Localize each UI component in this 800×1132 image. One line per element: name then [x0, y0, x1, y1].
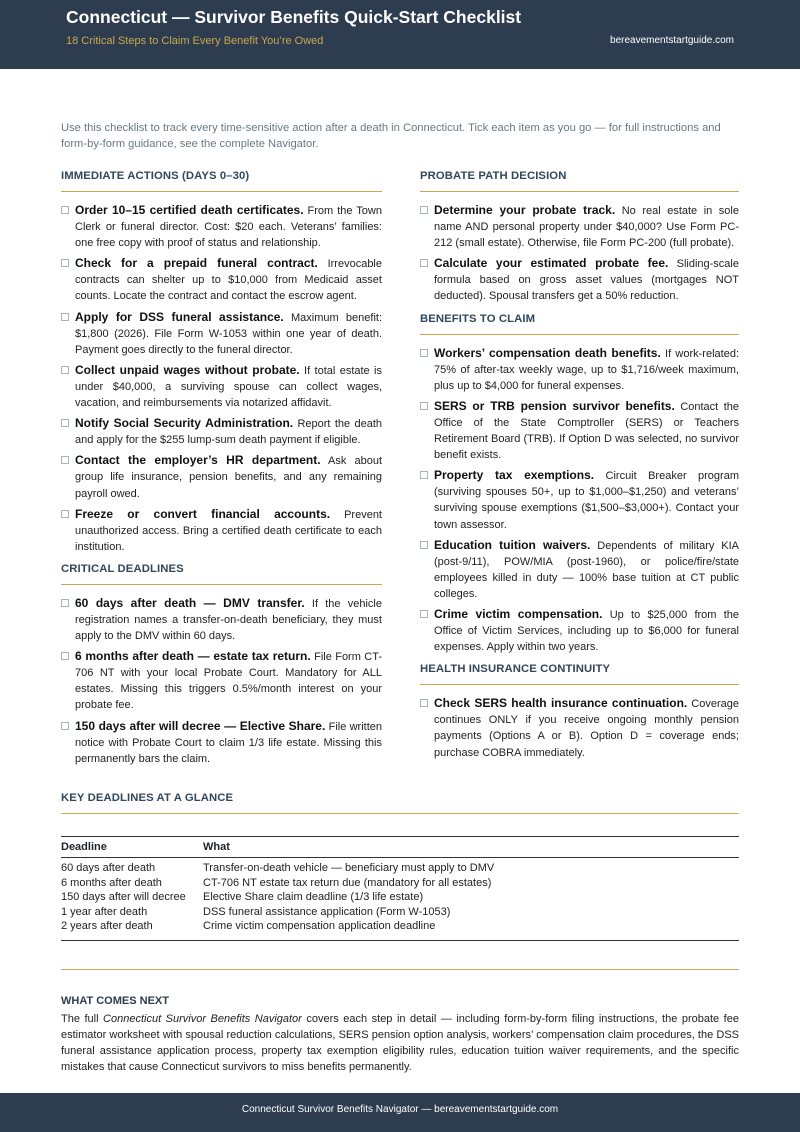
table-row — [61, 890, 739, 905]
section-title-deadlines: CRITICAL DEADLINES — [61, 563, 382, 585]
table-header-row — [61, 837, 739, 858]
item-title: Apply for DSS funeral assistance. — [75, 309, 284, 324]
section-title-health: HEALTH INSURANCE CONTINUITY — [420, 663, 739, 685]
item-title: Order 10–15 certified death certificates. — [75, 203, 304, 217]
what-cell: DSS funeral assistance application (Form W-1053) — [203, 905, 451, 918]
checkbox[interactable] — [420, 699, 428, 707]
checklist-item — [61, 202, 382, 251]
table-row — [61, 858, 739, 876]
item-text: If work-related: 75% of after-tax weekly wage, up to $1,716/week maximum, plus up to $4,000 for funeral expenses. — [434, 347, 739, 392]
item-text: No real estate in sole name AND personal property under $40,000? Use Form PC-212 (small estate). Otherwise, file Form PC-200 (full probate). — [434, 205, 739, 250]
deadline-cell: 1 year after death — [61, 905, 148, 918]
checkbox[interactable] — [61, 722, 69, 730]
checklist-item — [420, 606, 739, 655]
checklist-health — [420, 695, 739, 760]
item-text: Circuit Breaker program (surviving spouses 50+, up to $1,000–$1,250) and veterans’ surviving spouse exemptions ($1,500–$3,000+). Contact your town assessor. — [434, 470, 739, 531]
item-text: File written notice with Probate Court to claim 1/3 life estate. Missing this permanently bars the claim. — [75, 720, 382, 765]
checklist-item — [61, 595, 382, 644]
checkbox[interactable] — [420, 349, 428, 357]
checklist-item — [420, 695, 739, 760]
checkbox[interactable] — [61, 259, 69, 267]
checkbox[interactable] — [420, 471, 428, 479]
intro-text: Use this checklist to track every time-sensitive action after a death in Connecticut. Tick each item as you go — for full instructions and form-by-form guidance, see the complete Navigator. — [61, 122, 721, 150]
section-title-immediate: IMMEDIATE ACTIONS (DAYS 0–30) — [61, 170, 382, 192]
checkbox[interactable] — [61, 652, 69, 660]
deadlines-glance — [61, 792, 739, 941]
checklist-immediate — [61, 202, 382, 555]
item-title: Collect unpaid wages without probate. — [75, 362, 300, 377]
checklist-item — [420, 345, 739, 394]
checkbox[interactable] — [61, 313, 69, 321]
page-header — [0, 0, 800, 69]
checkbox[interactable] — [61, 510, 69, 518]
deadline-cell: 150 days after will decree — [61, 891, 186, 904]
item-text: From the Town Clerk or funeral director. Cost: $20 each. Veterans’ families: one free copy with proof of status and relationship. — [75, 205, 382, 250]
navigator-title: Connecticut Survivor Benefits Navigator — [103, 1013, 302, 1025]
what-comes-next — [61, 995, 739, 1075]
what-cell: CT-706 NT estate tax return due (mandatory for all estates) — [203, 876, 492, 889]
checkbox[interactable] — [420, 402, 428, 410]
checklist-probate — [420, 202, 739, 305]
site-url: bereavementstartguide.com — [610, 35, 734, 46]
checkbox[interactable] — [420, 610, 428, 618]
item-text: File Form CT-706 NT with your local Probate Court. Mandatory for ALL estates. Missing this triggers 0.5%/month interest on your probate fee. — [75, 651, 382, 712]
item-text: Contact the Office of the State Comptroller (SERS) or Teachers Retirement Board (TRB). If Option D was selected, no survivor benefit exists. — [434, 400, 739, 462]
checkbox[interactable] — [420, 541, 428, 549]
right-column — [420, 170, 739, 769]
table-row — [61, 919, 739, 940]
checklist-deadlines — [61, 595, 382, 767]
column-header-what: What — [203, 837, 739, 858]
item-title: Property tax exemptions. — [434, 468, 595, 483]
item-title: 60 days after death — DMV transfer. — [75, 595, 305, 610]
section-title-benefits: BENEFITS TO CLAIM — [420, 313, 739, 335]
item-text: Coverage continues ONLY if you receive ongoing monthly pension payments (Options A or B). Option D = coverage ends; purchase COBRA immediately. — [434, 698, 739, 759]
checkbox[interactable] — [61, 206, 69, 214]
item-title: Notify Social Security Administration. — [75, 416, 294, 431]
deadline-cell: 60 days after death — [61, 862, 156, 874]
checklist-item — [420, 255, 739, 304]
item-text: If the vehicle registration names a transfer-on-death beneficiary, they must apply to the DMV within 60 days. — [75, 597, 382, 643]
item-title: Contact the employer’s HR department. — [75, 453, 321, 468]
checkbox[interactable] — [61, 599, 69, 607]
divider — [61, 969, 739, 970]
item-title: Workers’ compensation death benefits. — [434, 345, 661, 360]
item-title: SERS or TRB pension survivor benefits. — [434, 398, 675, 413]
checklist-item — [61, 309, 382, 358]
next-lead: The full — [61, 1013, 104, 1025]
item-text: Sliding-scale formula based on gross asset values (mortgages NOT deducted). Spousal transfers get a 50% reduction. — [434, 258, 739, 303]
page-title: Connecticut — Survivor Benefits Quick-Start Checklist — [66, 7, 522, 27]
checklist-item — [420, 202, 739, 251]
checklist-item — [61, 648, 382, 713]
checkbox[interactable] — [420, 259, 428, 267]
item-text: Report the death and apply for the $255 lump-sum death payment if eligible. — [75, 418, 382, 447]
checklist-item — [420, 537, 739, 602]
what-cell: Transfer-on-death vehicle — beneficiary must apply to DMV — [203, 862, 495, 874]
checklist-item — [61, 255, 382, 304]
item-title: Education tuition waivers. — [434, 537, 591, 552]
checklist-item — [61, 415, 382, 448]
left-column — [61, 170, 382, 775]
item-text: If total estate is under $40,000, a surviving spouse can collect wages, vacation, and reimbursements via notarized affidavit. — [75, 364, 383, 410]
item-title: Check SERS health insurance continuation. — [434, 696, 688, 711]
item-title: Check for a prepaid funeral contract. — [75, 256, 318, 271]
checklist-item — [61, 362, 382, 411]
checkbox[interactable] — [61, 456, 69, 464]
item-title: 150 days after will decree — Elective Share. — [75, 718, 326, 733]
table-row — [61, 876, 739, 891]
page-footer — [0, 1093, 800, 1132]
checklist-item — [420, 398, 739, 463]
what-cell: Elective Share claim deadline (1/3 life estate) — [203, 891, 424, 904]
checklist-item — [61, 452, 382, 501]
checkbox[interactable] — [61, 366, 69, 374]
item-title: Crime victim compensation. — [434, 606, 603, 621]
next-heading: WHAT COMES NEXT — [61, 995, 169, 1007]
section-title-probate: PROBATE PATH DECISION — [420, 170, 739, 192]
deadline-cell: 6 months after death — [61, 876, 162, 889]
checkbox[interactable] — [61, 419, 69, 427]
column-header-deadline: Deadline — [61, 837, 203, 858]
page-subtitle: 18 Critical Steps to Claim Every Benefit You’re Owed — [66, 35, 324, 47]
item-text: Prevent unauthorized access. Bring a certified death certificate to each institution. — [75, 508, 382, 553]
next-paragraph — [61, 1011, 739, 1075]
what-cell: Crime victim compensation application deadline — [203, 920, 436, 933]
section-title-glance: KEY DEADLINES AT A GLANCE — [61, 792, 739, 814]
checklist-item — [420, 467, 739, 532]
item-text: Dependents of military KIA (post-9/11), POW/MIA (post-1960), or police/fire/state employees killed in duty — 100% base tuition at CT public colleges. — [434, 539, 740, 600]
footer-text: Connecticut Survivor Benefits Navigator — bereavementstartguide.com — [241, 1104, 559, 1115]
item-title: Determine your probate track. — [434, 203, 616, 217]
item-title: 6 months after death — estate tax return. — [75, 649, 311, 664]
checkbox[interactable] — [420, 206, 428, 214]
table-row — [61, 905, 739, 920]
item-text: Irrevocable contracts can shelter up to $10,000 from Medicaid asset counts. Locate the contract and contact the escrow agent. — [75, 258, 382, 303]
item-text: Up to $25,000 from the Office of Victim Services, including up to $6,000 for funeral expenses. Apply within two years. — [434, 608, 740, 654]
next-body: covers each step in detail — including form-by-form filing instructions, the probate fee estimator worksheet with spousal reduction calculations, SERS pension option analysis, workers’ compensation claim procedures, the DSS funeral assistance application process, property tax exemption eligibility rules, education tuition waiver requirements, and the specific mistakes that cause Connecticut survivors to miss benefits permanently. — [61, 1013, 739, 1073]
checklist-item — [61, 506, 382, 555]
item-title: Freeze or convert financial accounts. — [75, 506, 331, 521]
deadlines-table — [61, 836, 739, 941]
deadline-cell: 2 years after death — [61, 920, 153, 933]
item-text: Maximum benefit: $1,800 (2026). File Form W-1053 within one year of death. Payment goes directly to the funeral director. — [75, 311, 383, 356]
checklist-benefits — [420, 345, 739, 656]
item-text: Ask about group life insurance, pension benefits, and any remaining payroll owed. — [75, 455, 383, 500]
checklist-item — [61, 718, 382, 767]
deadlines-table-body — [61, 858, 739, 941]
item-title: Calculate your estimated probate fee. — [434, 256, 669, 271]
